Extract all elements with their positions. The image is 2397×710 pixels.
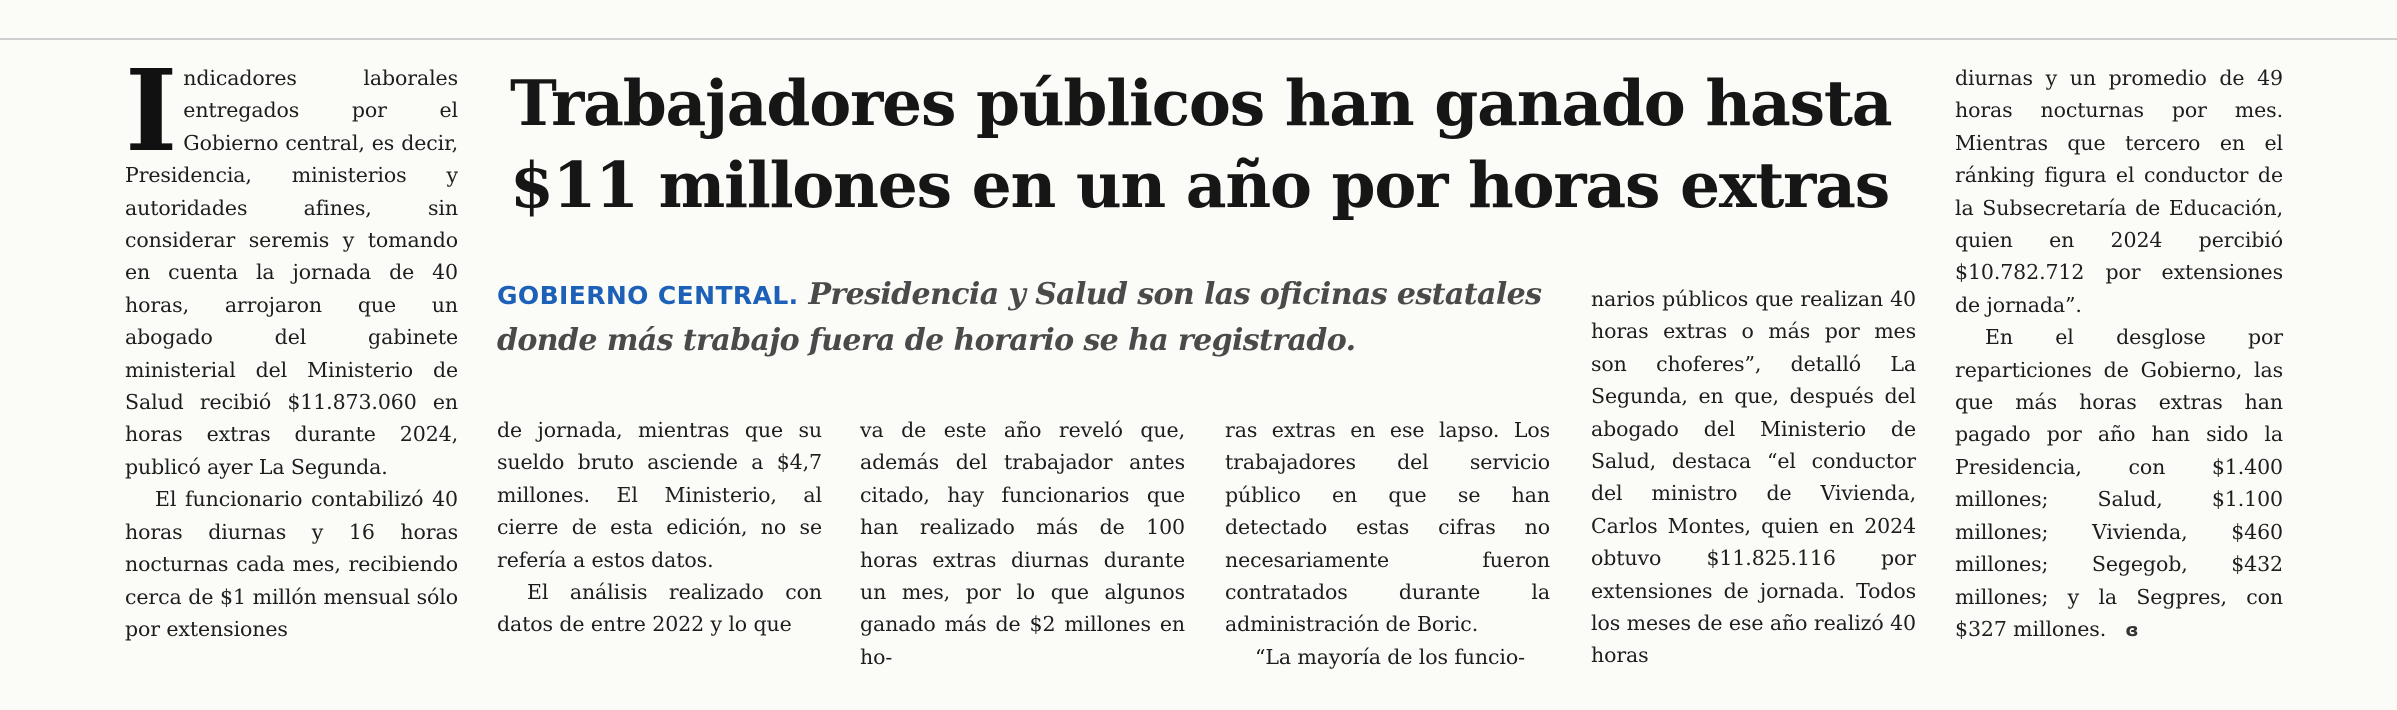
article-column-5 bbox=[1591, 283, 1916, 672]
paragraph: El análisis realizado con datos de entre 2022 y lo que bbox=[497, 580, 822, 637]
headline: Trabajadores públicos han ganado hasta $11 millones en un año por horas extras bbox=[510, 66, 1892, 222]
article-column-3 bbox=[860, 414, 1185, 673]
closing-text: En el desglose por reparticiones de Gobierno, las que más horas extras han pagado por año han sido la Presidencia, con $1.400 millones; Salud, $1.100 millones; Vivienda, $460 millones; Segegob, $432 millones; y la Segpres, con $327 millones. bbox=[1955, 325, 2283, 641]
article-column-6 bbox=[1955, 62, 2283, 647]
end-mark-icon: ɞ bbox=[2125, 619, 2139, 641]
article-column-2 bbox=[497, 414, 822, 641]
paragraph: diurnas y un promedio de 49 horas nocturnas por mes. Mientras que tercero en el ránking figura el conductor de la Subsecretaría de Educación, quien en 2024 percibió $10.782.712 por extensiones de jornada”. bbox=[1955, 66, 2283, 317]
article-column-4 bbox=[1225, 414, 1550, 673]
paragraph: “La mayoría de los funcio- bbox=[1255, 644, 1525, 669]
lead-paragraph bbox=[125, 46, 458, 483]
subheadline-text: Presidencia y Salud son las oficinas estatales donde más trabajo fuera de horario se ha registrado. bbox=[497, 277, 1542, 358]
paragraph: El funcionario contabilizó 40 horas diurnas y 16 horas nocturnas cada mes, recibiendo cerca de $1 millón mensual sólo por extensiones bbox=[125, 487, 458, 641]
subheadline bbox=[497, 272, 1557, 363]
paragraph: ras extras en ese lapso. Los trabajadores del servicio público en que se han detectado estas cifras no necesariamente fueron contratados durante la administración de Boric. bbox=[1225, 418, 1550, 637]
paragraph: narios públicos que realizan 40 horas extras o más por mes son choferes”, detalló La Segunda, en que, después del abogado del Ministerio de Salud, destaca “el conductor del ministro de Vivienda, Carlos Montes, quien en 2024 obtuvo $11.825.116 por extensiones de jornada. Todos los meses de ese año realizó 40 horas bbox=[1591, 287, 1916, 668]
top-rule bbox=[0, 38, 2397, 40]
paragraph: de jornada, mientras que su sueldo bruto asciende a $4,7 millones. El Ministerio, al cierre de esta edición, no se refería a estos datos. bbox=[497, 418, 822, 572]
section-kicker: GOBIERNO CENTRAL. bbox=[497, 281, 799, 310]
paragraph bbox=[1955, 321, 2283, 647]
drop-cap: I bbox=[125, 46, 178, 177]
lead-text: ndicadores laborales entregados por el Gobierno central, es decir, Presidencia, ministerios y autoridades afines, sin considerar seremis y tomando en cuenta la jornada de 40 horas, arrojaron que un abogado del gabinete ministerial del Ministerio de Salud recibió $11.873.060 en horas extras durante 2024, publicó ayer La Segunda. bbox=[125, 66, 458, 479]
article-column-1 bbox=[125, 46, 458, 645]
paragraph: va de este año reveló que, además del trabajador antes citado, hay funcionarios que han realizado más de 100 horas extras diurnas durante un mes, por lo que algunos ganado más de $2 millones en ho- bbox=[860, 418, 1185, 669]
